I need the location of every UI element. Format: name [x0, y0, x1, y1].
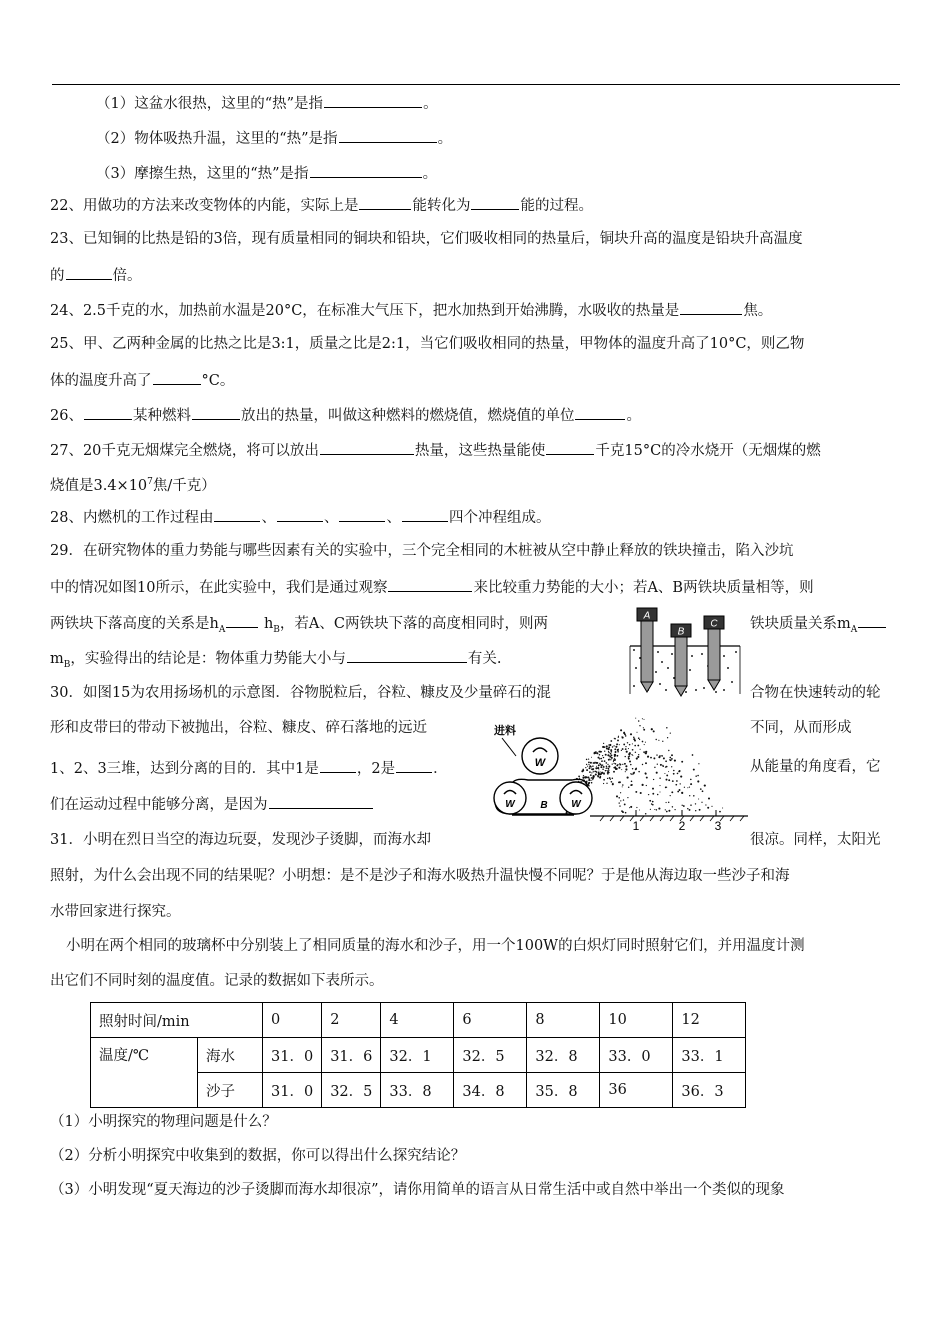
- text: 28、内燃机的工作过程由: [50, 510, 214, 526]
- figure-15-winnowing-machine: [486, 714, 750, 832]
- value-cell: 33．0: [600, 1038, 673, 1073]
- text: 26、: [50, 408, 83, 424]
- question-30-line4: [50, 793, 490, 815]
- value-cell: 36: [600, 1073, 673, 1108]
- text: 出它们不同时刻的温度值。记录的数据如下表所示。: [50, 973, 384, 989]
- question-25-line2: [50, 369, 905, 391]
- text: 形和皮带曰的带动下被抛出，谷粒、糠皮、碎石落地的远近: [50, 720, 427, 736]
- text: ，若A、C两铁块下落的高度相同时，则两: [279, 616, 548, 632]
- text: 照射，为什么会出现不同的结果呢？小明想：是不是沙子和海水吸热升温快慢不同呢？于是他从海边取一些沙子和海: [50, 868, 790, 884]
- time-header-cell: 照射时间/min: [91, 1003, 263, 1038]
- text: 不同，从而形成: [750, 720, 852, 736]
- text: 焦。: [743, 303, 773, 319]
- text: （3）摩擦生热，这里的“热”是指: [96, 166, 309, 182]
- wheel-left: [494, 782, 526, 814]
- text: 30．如图15为农用扬场机的示意图．谷物脱粒后，谷粒、糠皮及少量碎石的混: [50, 685, 551, 701]
- text: 两铁块下落高度的关系是h: [50, 616, 219, 632]
- question-31-line4: [66, 936, 921, 956]
- text: 。: [626, 408, 641, 424]
- question-30-line2: [50, 718, 490, 738]
- text: 倍。: [112, 268, 142, 284]
- answer-blank[interactable]: [339, 506, 385, 522]
- value-cell: 35．8: [527, 1073, 600, 1108]
- text: （1）小明探究的物理问题是什么？: [50, 1114, 277, 1130]
- text: 很凉。同样，太阳光: [750, 832, 881, 848]
- text: h: [263, 616, 274, 632]
- separator: 、: [261, 510, 276, 526]
- text: 能转化为: [412, 198, 471, 214]
- answer-blank[interactable]: [858, 612, 886, 628]
- figure-10-stakes-diagram: [628, 606, 742, 700]
- text: （2）分析小明探究中收集到的数据，你可以得出什么探究结论？: [50, 1148, 466, 1164]
- question-25-line1: [50, 334, 905, 354]
- value-cell: 31．0: [263, 1073, 322, 1108]
- text: （3）小明发现“夏天海边的沙子烫脚而海水却很凉”，请你用简单的语言从日常生活中或自然中举出一个类似的现象: [50, 1182, 785, 1198]
- wheel-label: W: [505, 799, 515, 810]
- time-cell: 8: [527, 1003, 600, 1038]
- answer-blank[interactable]: [575, 404, 625, 420]
- answer-blank[interactable]: [359, 194, 411, 210]
- question-31-line2: [50, 866, 905, 886]
- text: 22、用做功的方法来改变物体的内能，实际上是: [50, 198, 359, 214]
- value-cell: 33．8: [381, 1073, 454, 1108]
- ground: [590, 810, 748, 832]
- answer-blank[interactable]: [277, 506, 323, 522]
- subscript: B: [63, 659, 71, 670]
- text: 能的过程。: [520, 198, 593, 214]
- question-22: [50, 194, 905, 216]
- time-cell: 0: [263, 1003, 322, 1038]
- text: 有关.: [467, 651, 502, 667]
- text: 27、20千克无烟煤完全燃烧，将可以放出: [50, 443, 319, 459]
- question-31-line5: [50, 971, 905, 991]
- answer-blank[interactable]: [320, 439, 414, 455]
- time-cell: 2: [322, 1003, 381, 1038]
- sub-question-1: [50, 1112, 905, 1132]
- q21-part2: （2）物体吸热升温，这里的“热”是指 。: [96, 127, 950, 149]
- value-cell: 32．8: [527, 1038, 600, 1073]
- question-27-line1: [50, 439, 905, 461]
- time-cell: 4: [381, 1003, 454, 1038]
- text: 某种燃料: [132, 408, 191, 424]
- text: °C。: [201, 373, 235, 389]
- value-cell: 33．1: [673, 1038, 746, 1073]
- text: 们在运动过程中能够分离，是因为: [50, 797, 268, 813]
- question-31-line1-right: [750, 830, 910, 850]
- text: 的: [50, 268, 65, 284]
- text: 水带回家进行探究。: [50, 904, 181, 920]
- question-29-line2: [50, 576, 905, 598]
- answer-blank[interactable]: [153, 369, 201, 385]
- answer-blank[interactable]: [66, 264, 112, 280]
- answer-blank[interactable]: [396, 757, 432, 773]
- time-cell: 6: [454, 1003, 527, 1038]
- row-name-cell: 海水: [198, 1038, 263, 1073]
- value-cell: 31．6: [322, 1038, 381, 1073]
- pile-label-1: 1: [632, 819, 640, 832]
- question-30-line1: [50, 683, 630, 703]
- value-cell: 32．5: [454, 1038, 527, 1073]
- table-header-row: [91, 1003, 746, 1038]
- wheel-top: [522, 738, 558, 774]
- temperature-table: [90, 1002, 746, 1108]
- question-26: [50, 404, 905, 426]
- value-cell: 32．5: [322, 1073, 381, 1108]
- question-23-line2: [50, 264, 905, 286]
- wheel-label: W: [571, 799, 581, 810]
- value-cell: 34．8: [454, 1073, 527, 1108]
- text: 中的情况如图10所示，在此实验中，我们是通过观察: [50, 580, 388, 596]
- answer-blank[interactable]: [347, 647, 467, 663]
- wheel-label: W: [534, 757, 546, 769]
- text: 24、2.5千克的水，加热前水温是20°C，在标准大气压下，把水加热到开始沸腾，水吸收的热量是: [50, 303, 680, 319]
- pile-label-3: 3: [714, 819, 722, 832]
- answer-blank[interactable]: [226, 612, 258, 628]
- text: ，2是: [356, 761, 396, 777]
- answer-blank[interactable]: [546, 439, 594, 455]
- table-row: [91, 1038, 746, 1073]
- text: 烧值是3.4×10: [50, 477, 148, 494]
- answer-blank[interactable]: [402, 506, 448, 522]
- text: （1）这盆水很热，这里的“热”是指: [96, 96, 324, 112]
- value-cell: 36．3: [673, 1073, 746, 1108]
- text: 合物在快速转动的轮: [750, 685, 881, 701]
- question-27-line2: [50, 472, 905, 496]
- question-24: [50, 299, 905, 321]
- text: 29．在研究物体的重力势能与哪些因素有关的实验中，三个完全相同的木桩被从空中静止释放的铁块撞击，陷入沙坑: [50, 543, 794, 559]
- value-cell: 31．0: [263, 1038, 322, 1073]
- question-30-line1-right: [750, 683, 910, 703]
- text: 热量，这些热量能使: [414, 443, 546, 459]
- text: 来比较重力势能的大小；若A、B两铁块质量相等，则: [473, 580, 814, 596]
- question-31-line3: [50, 902, 905, 922]
- question-30-line3: [50, 757, 490, 779]
- text: 体的温度升高了: [50, 373, 152, 389]
- subscript: A: [850, 624, 858, 635]
- text: （2）物体吸热升温，这里的“热”是指: [96, 131, 338, 147]
- text: 焦/千克）: [152, 477, 216, 494]
- text: 1、2、3三堆，达到分离的目的．其中1是: [50, 761, 319, 777]
- answer-blank[interactable]: [214, 506, 260, 522]
- stake-label-b: B: [677, 626, 685, 638]
- question-30-line2-right: [750, 718, 910, 738]
- answer-blank[interactable]: [192, 404, 240, 420]
- answer-blank[interactable]: [84, 404, 132, 420]
- question-31-line1: [50, 830, 490, 850]
- text: ．: [433, 761, 448, 777]
- text: 千克15°C的冷水烧开（无烟煤的燃: [595, 443, 821, 459]
- text: 放出的热量，叫做这种燃料的燃烧值，燃烧值的单位: [240, 408, 575, 424]
- text: 四个冲程组成。: [448, 510, 551, 526]
- text: 小明在两个相同的玻璃杯中分别装上了相同质量的海水和沙子，用一个100W的白炽灯同时照射它们，并用温度计测: [66, 938, 805, 954]
- q21-part1: （1）这盆水很热，这里的“热”是指 。: [96, 92, 950, 114]
- answer-blank[interactable]: [388, 576, 472, 592]
- time-cell: 10: [600, 1003, 673, 1038]
- question-23-line1: [50, 229, 905, 249]
- temperature-label-cell: 温度/℃: [91, 1038, 198, 1108]
- wheel-right: [560, 782, 592, 814]
- text: 铁块质量关系m: [750, 616, 851, 632]
- header-rule: [52, 84, 900, 85]
- answer-blank[interactable]: [324, 92, 422, 108]
- question-28: [50, 506, 905, 528]
- q21-part3: （3）摩擦生热，这里的“热”是指 。: [96, 162, 950, 184]
- exponent: 7: [147, 477, 153, 487]
- subscript: B: [273, 624, 280, 635]
- answer-blank[interactable]: [680, 299, 742, 315]
- stake-label-c: C: [710, 618, 718, 630]
- text: 25、甲、乙两种金属的比热之比是3:1，质量之比是2:1，当它们吸收相同的热量，甲物体的温度升高了10°C，则乙物: [50, 336, 805, 352]
- question-29-line1: [50, 541, 905, 561]
- answer-blank[interactable]: [471, 194, 519, 210]
- answer-blank[interactable]: [320, 757, 356, 773]
- text: m: [50, 651, 64, 667]
- separator: 、: [386, 510, 401, 526]
- row-name-cell: 沙子: [198, 1073, 263, 1108]
- pile-label-2: 2: [678, 819, 686, 832]
- text: 31．小明在烈日当空的海边玩耍，发现沙子烫脚，而海水却: [50, 832, 431, 848]
- text: 从能量的角度看，它: [750, 759, 881, 775]
- text: ，实验得出的结论是：物体重力势能大小与: [70, 651, 346, 667]
- value-cell: 32．1: [381, 1038, 454, 1073]
- separator: 、: [323, 510, 339, 526]
- question-29-line4: [50, 647, 610, 675]
- stake-label-a: A: [643, 610, 651, 622]
- time-cell: 12: [673, 1003, 746, 1038]
- subscript: A: [218, 624, 226, 635]
- sub-question-3: [50, 1180, 905, 1200]
- answer-blank[interactable]: [269, 793, 373, 809]
- belt-label: B: [540, 800, 548, 811]
- question-30-line3-right: [750, 757, 910, 777]
- text: 23、已知铜的比热是铅的3倍，现有质量相同的铜块和铅块，它们吸收相同的热量后，铜块升高的温度是铅块升高温度: [50, 231, 803, 247]
- answer-blank[interactable]: [339, 127, 437, 143]
- sub-question-2: [50, 1146, 905, 1166]
- question-29-line3: [50, 612, 630, 640]
- intake-label: 进料: [494, 724, 516, 737]
- answer-blank[interactable]: [310, 162, 422, 178]
- question-29-line3-right: [750, 612, 910, 640]
